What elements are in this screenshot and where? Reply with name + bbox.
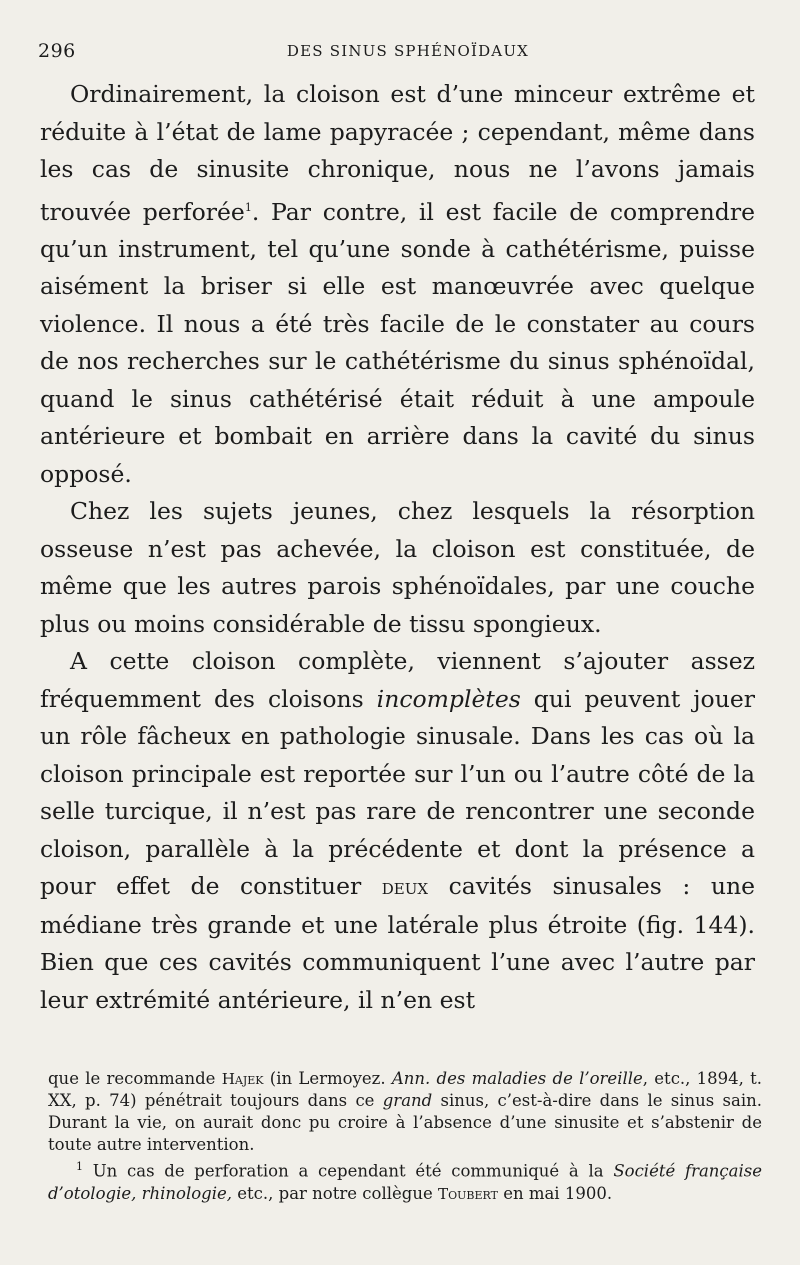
footnote-text: que le recommande [48,1069,216,1088]
paragraph-3-part-3: cavités sinusales : une médiane très grande et une latérale plus étroite (fig. 144). Bien que ces cavités communiquent l’une avec l’autre par leur extrémité antérieure, il n’en est [40,872,756,1014]
paragraph-3-part-2: qui peuvent jouer un rôle fâcheux en pathologie sinusale. Dans les cas où la cloison principale est reportée sur l’un ou l’autre côté de la selle turcique, il n’est pas rare de rencontrer une seconde cloison, parallèle à la précédente et dont la présence a pour effet de constituer [40,684,755,901]
footnote-text: etc., par notre collègue [237,1183,433,1203]
footnotes [48,1068,762,1205]
running-title: DES SINUS SPHÉNOÏDAUX [286,42,530,60]
paragraph-3-part-1: A cette cloison complète, viennent s’ajouter assez fréquemment des cloisons [40,647,755,713]
footnote-1 [48,1156,762,1205]
smallcaps-term: deux [381,875,429,901]
footnote-text: en mai 1900. [503,1183,613,1203]
italic-term: incomplètes [376,684,521,713]
page-number: 296 [38,40,76,62]
society-name: Société française d’otologie, rhinologie, [48,1161,763,1203]
footnote-text: Un cas de perforation a cependant été communiqué à la [92,1161,604,1181]
footnote-continued [48,1068,762,1156]
author-name: Hajek [221,1070,264,1088]
author-name: Toubert [437,1184,498,1203]
footnote-marker: 1 [76,1160,83,1173]
journal-title: Ann. des maladies de l’oreille [391,1069,643,1088]
paragraph-1 [40,76,755,493]
paragraph-1-part-2: . Par contre, il est facile de comprendre qu’un instrument, tel qu’une sonde à cathétérisme, puisse aisément la briser si elle est manœuvrée avec quelque violence. Il nous a été très facile de le constater au cours de nos recherches sur le cathétérisme du sinus sphénoïdal, quand le sinus cathétérisé était réduit à une ampoule antérieure et bombait en arrière dans la cavité du sinus opposé. [40,197,755,488]
page-header [38,40,778,70]
footnote-text: (in Lermoyez. [269,1069,386,1088]
paragraph-1-part-1: Ordinairement, la cloison est d’une minceur extrême et réduite à l’état de lame papyracée ; cependant, même dans les cas de sinusite chronique, nous ne l’avons jamais trouvée perforée [40,80,755,226]
footnote-text: , etc., 1894, t. XX, p. 74) pénétrait toujours dans ce [48,1069,763,1110]
paragraph-3 [40,643,755,1019]
footnote-reference: 1 [244,200,252,214]
body-text [40,76,755,1019]
italic-term: grand [382,1091,433,1110]
paragraph-2: Chez les sujets jeunes, chez lesquels la résorption osseuse n’est pas achevée, la cloison est constituée, de même que les autres parois sphénoïdales, par une couche plus ou moins considérable de tissu spongieux. [40,497,755,638]
footnote-text: sinus, c’est-à-dire dans le sinus sain. Durant la vie, on aurait donc pu croire à l’absence d’une sinusite et s’abstenir de toute autre intervention. [48,1091,762,1154]
